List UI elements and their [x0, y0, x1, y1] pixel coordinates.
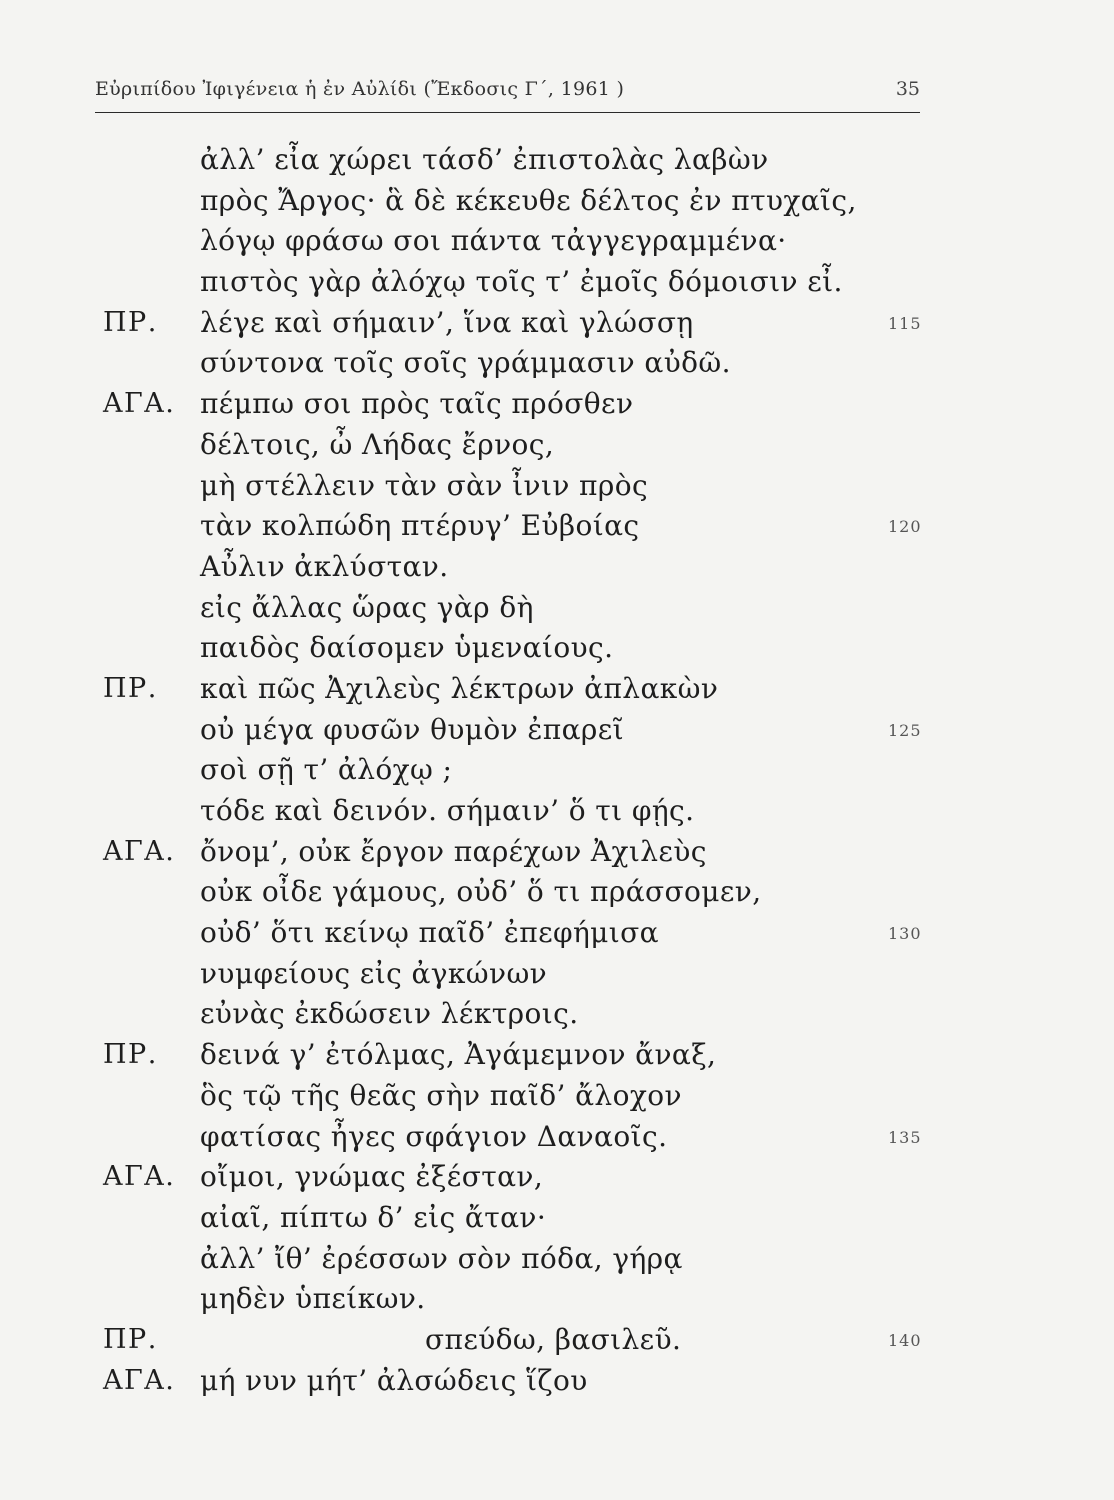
verse-text: πιστὸς γὰρ ἀλόχῳ τοῖς τ’ ἐμοῖς δόμοισιν εἶ.: [200, 265, 843, 299]
verse-text: οἴμοι, γνώμας ἐξέσταν,: [200, 1160, 544, 1194]
verse-line: [0, 262, 1114, 303]
verse-text: οὐ μέγα φυσῶν θυμὸν ἐπαρεῖ: [200, 712, 625, 746]
verse-line: [0, 628, 1114, 669]
verse-line: [0, 425, 1114, 466]
verse-text: λόγῳ φράσω σοι πάντα τἀγγεγραμμένα·: [200, 224, 787, 258]
verse-text: καὶ πῶς Ἀχιλεὺς λέκτρων ἀπλακὼν: [200, 671, 719, 705]
line-number: 120: [888, 517, 922, 537]
line-number: 135: [888, 1127, 922, 1147]
verse-line: [0, 1239, 1114, 1280]
speaker-label: ΠΡ.: [103, 672, 158, 704]
verse-line: [0, 669, 1114, 710]
verse-text: οὐκ οἶδε γάμους, οὐδ’ ὅ τι πράσσομεν,: [200, 875, 762, 909]
verse-text: αἰαῖ, πίπτω δ’ εἰς ἄταν·: [200, 1200, 547, 1234]
speaker-label: ΠΡ.: [103, 1323, 158, 1355]
verse-text: νυμφείους εἰς ἀγκώνων: [200, 956, 548, 990]
verse-text: Αὖλιν ἀκλύσταν.: [200, 549, 449, 583]
verse-text: τὰν κολπώδη πτέρυγ’ Εὐβοίας: [200, 509, 640, 543]
verse-line: [0, 140, 1114, 181]
verse-line: [0, 1279, 1114, 1320]
verse-text: ὃς τῷ τῆς θεᾶς σὴν παῖδ’ ἄλοχον: [200, 1078, 682, 1112]
verse-line: [0, 954, 1114, 995]
verse-text: δεινά γ’ ἐτόλμας, Ἀγάμεμνον ἄναξ,: [200, 1038, 717, 1072]
verse-line: [0, 466, 1114, 507]
page-number: 35: [895, 78, 920, 100]
verse-line: [0, 221, 1114, 262]
verse-line: [0, 1198, 1114, 1239]
verse-line: [0, 506, 1114, 547]
verse-line: [0, 750, 1114, 791]
running-header: [95, 72, 920, 113]
verse-text: λέγε καὶ σήμαιν’, ἵνα καὶ γλώσσῃ: [200, 305, 694, 339]
verse-line: [0, 1361, 1114, 1402]
verse-line: [0, 547, 1114, 588]
speaker-label: ΠΡ.: [103, 306, 158, 338]
verse-text: πρὸς Ἄργος· ἃ δὲ κέκευθε δέλτος ἐν πτυχαῖς,: [200, 183, 857, 217]
verse-text: εὐνὰς ἐκδώσειν λέκτροις.: [200, 997, 579, 1031]
verse-text: δέλτοις, ὦ Λήδας ἔρνος,: [200, 427, 555, 461]
verse-line: [0, 1320, 1114, 1361]
verse-line: [0, 181, 1114, 222]
speaker-label: ΑΓΑ.: [103, 388, 176, 420]
running-title: Εὐριπίδου Ἰφιγένεια ἡ ἐν Αὐλίδι (Ἔκδοσις Γ΄, 1961 ): [95, 78, 625, 100]
line-number: 140: [888, 1330, 922, 1350]
verse-line: [0, 791, 1114, 832]
verse-line: [0, 343, 1114, 384]
speaker-label: ΑΓΑ.: [103, 1364, 176, 1396]
verse-line: [0, 1157, 1114, 1198]
verse-text: φατίσας ἦγες σφάγιον Δαναοῖς.: [200, 1119, 668, 1153]
verse-text: μὴ στέλλειν τὰν σὰν ἶνιν πρὸς: [200, 468, 649, 502]
verse-line: [0, 872, 1114, 913]
verse-text: εἰς ἄλλας ὥρας γὰρ δὴ: [200, 590, 534, 624]
verse-line: [0, 1117, 1114, 1158]
verse-text: ὄνομ’, οὐκ ἔργον παρέχων Ἀχιλεὺς: [200, 834, 707, 868]
line-number: 115: [888, 313, 922, 333]
verse-line: [0, 588, 1114, 629]
verse-line: [0, 303, 1114, 344]
verse-body: [0, 140, 1114, 1401]
speaker-label: ΑΓΑ.: [103, 835, 176, 867]
verse-line: [0, 832, 1114, 873]
line-number: 130: [888, 924, 922, 944]
verse-text: σπεύδω, βασιλεῦ.: [425, 1322, 682, 1356]
speaker-label: ΠΡ.: [103, 1039, 158, 1071]
verse-text: τόδε καὶ δεινόν. σήμαιν’ ὅ τι φῄς.: [200, 794, 695, 827]
verse-line: [0, 994, 1114, 1035]
verse-text: πέμπω σοι πρὸς ταῖς πρόσθεν: [200, 387, 634, 421]
verse-line: [0, 710, 1114, 751]
speaker-label: ΑΓΑ.: [103, 1161, 176, 1193]
verse-line: [0, 1076, 1114, 1117]
verse-line: [0, 384, 1114, 425]
verse-text: οὐδ’ ὅτι κείνῳ παῖδ’ ἐπεφήμισα: [200, 916, 659, 950]
verse-line: [0, 1035, 1114, 1076]
verse-text: ἀλλ’ ἴθ’ ἐρέσσων σὸν πόδα, γήρᾳ: [200, 1241, 683, 1275]
verse-text: σύντονα τοῖς σοῖς γράμμασιν αὐδῶ.: [200, 346, 731, 380]
verse-text: παιδὸς δαίσομεν ὑμεναίους.: [200, 631, 614, 665]
verse-text: μή νυν μήτ’ ἀλσώδεις ἵζου: [200, 1363, 588, 1397]
verse-text: σοὶ σῇ τ’ ἀλόχῳ ;: [200, 753, 453, 787]
verse-text: ἀλλ’ εἶα χώρει τάσδ’ ἐπιστολὰς λαβὼν: [200, 143, 769, 176]
line-number: 125: [888, 720, 922, 740]
verse-text: μηδὲν ὑπείκων.: [200, 1282, 426, 1316]
verse-line: [0, 913, 1114, 954]
